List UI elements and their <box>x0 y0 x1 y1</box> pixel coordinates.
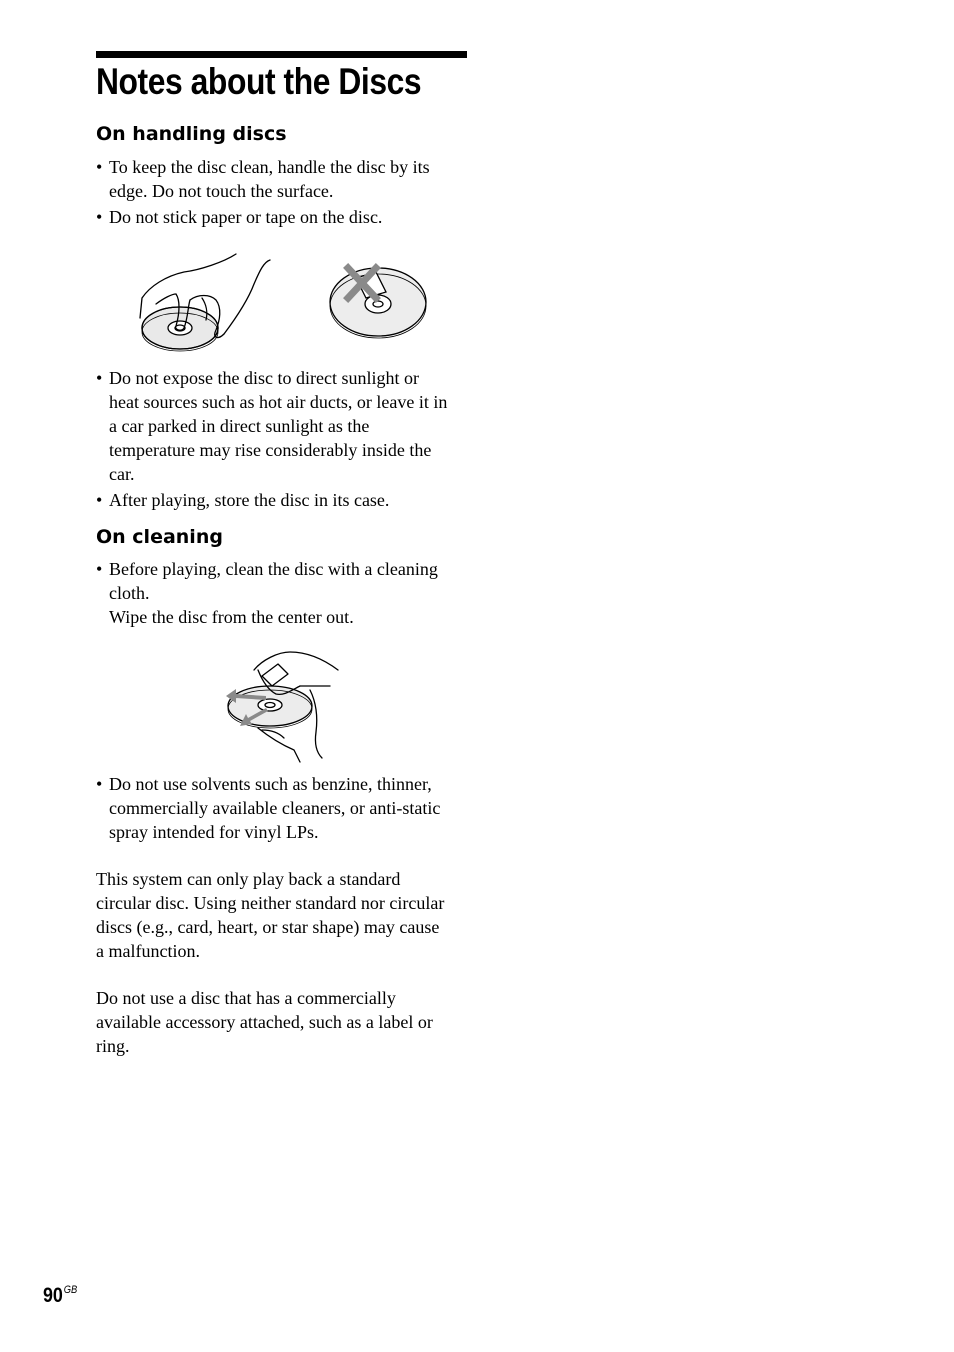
bullet-item <box>96 155 468 203</box>
bullet-item <box>96 772 468 844</box>
bullet-line: • To keep the disc clean, handle the disc by its <box>109 157 430 177</box>
bullet-line: heat sources such as hot air ducts, or leave it in <box>109 392 448 412</box>
paragraph-line: a malfunction. <box>96 941 200 961</box>
paragraph-line: available accessory attached, such as a label or <box>96 1012 433 1032</box>
paragraph-line: Do not use a disc that has a commercially <box>96 988 396 1008</box>
page-number <box>43 1284 77 1308</box>
bullet-line: edge. Do not touch the surface. <box>109 181 334 201</box>
cleaning-list-a <box>96 557 468 631</box>
bullet-line: • After playing, store the disc in its case. <box>109 490 390 510</box>
title-rule <box>96 51 467 58</box>
handling-list-b <box>96 366 468 514</box>
bullet-line: • Do not stick paper or tape on the disc. <box>109 207 383 227</box>
bullet-line: Wipe the disc from the center out. <box>109 607 354 627</box>
paragraph-accessory <box>96 986 468 1058</box>
heading-cleaning: On cleaning <box>96 526 223 548</box>
paragraph-line: circular disc. Using neither standard nor circular <box>96 893 445 913</box>
bullet-item <box>96 488 468 512</box>
page-number-value: 90 <box>43 1284 63 1307</box>
heading-handling: On handling discs <box>96 123 287 145</box>
cleaning-list-b <box>96 772 468 846</box>
taped-disc <box>330 268 426 338</box>
paragraph-line: ring. <box>96 1036 130 1056</box>
bullet-item <box>96 366 468 486</box>
disc-handling-illustration <box>136 248 436 356</box>
bullet-line: temperature may rise considerably inside the <box>109 440 432 460</box>
bullet-line: • Do not expose the disc to direct sunlight or <box>109 368 419 388</box>
page-title: Notes about the Discs <box>96 61 422 102</box>
disc-cleaning-illustration <box>222 646 346 764</box>
bullet-line: car. <box>109 464 135 484</box>
bullet-line: a car parked in direct sunlight as the <box>109 416 370 436</box>
page-number-suffix: GB <box>63 1284 78 1296</box>
paragraph-line: discs (e.g., card, heart, or star shape) may cause <box>96 917 440 937</box>
bullet-line: spray intended for vinyl LPs. <box>109 822 319 842</box>
bullet-item <box>96 557 468 629</box>
bullet-item <box>96 205 468 229</box>
bullet-line: • Before playing, clean the disc with a cleaning <box>109 559 438 579</box>
bullet-line: cloth. <box>109 583 150 603</box>
bullet-line: • Do not use solvents such as benzine, thinner, <box>109 774 432 794</box>
bullet-line: commercially available cleaners, or anti-static <box>109 798 441 818</box>
paragraph-line: This system can only play back a standard <box>96 869 401 889</box>
handling-list-a <box>96 155 468 231</box>
paragraph-disc-shape <box>96 867 468 963</box>
